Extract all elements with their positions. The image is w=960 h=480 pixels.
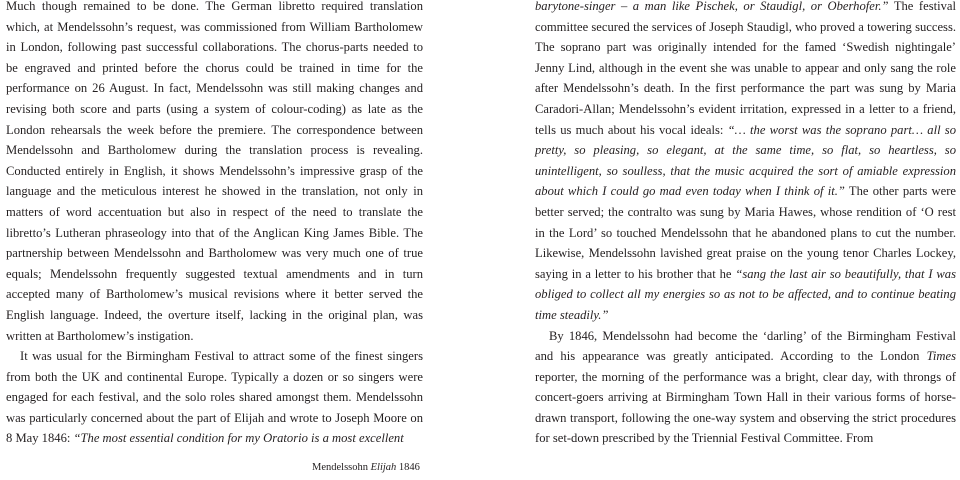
paragraph-text: It was usual for the Birmingham Festival to attract some of the finest singers from both the UK and continental Europe. Typically a dozen or so singers were engaged for each festival, and the solo roles shared amongst them. Mendelssohn was particularly concerned about the part of Elijah and wrote to Joseph Moore on 8 May 1846: [6, 349, 423, 446]
right-text-column [535, 0, 956, 449]
paragraph-text: By 1846, Mendelssohn had become the ‘darling’ of the Birmingham Festival and his appearance was greatly anticipated. According to the London [535, 328, 956, 364]
paragraph-text: Much though remained to be done. The German libretto required translation which, at Mendelssohn’s request, was commissioned from William Bartholomew in London, following past successful collaborations. The chorus-parts needed to be engraved and printed before the chorus could be trained in time for the performance on 26 August. In fact, Mendelssohn was still making changes and revising both score and parts (using a system of colour-coding) as late as the London rehearsals the week before the premiere. The correspondence between Mendelssohn and Bartholomew during the translation process is revealing. Conducted entirely in English, it shows Mendelssohn’s impressive grasp of the language and the meticulous interest he showed in the translation, not only in matters of word accentuation but also in respect of the need to translate the libretto’s Lutheran phraseology into that of the Anglican King James Bible. The partnership between Mendelssohn and Bartholomew was very much one of true equals; Mendelssohn frequently suggested textual amendments and in turn accepted many of Bartholomew’s musical revisions where it better served the English language. Indeed, the overture itself, lacking in the original plan, was written at Bartholomew’s instigation. [6, 0, 423, 343]
footer-title [312, 461, 420, 475]
quotation: “sang the last air so beautifully, that I was obliged to collect all my energies so as not to be affected, and to continue beating time steadily.” [535, 266, 956, 322]
newspaper-title: Times [926, 349, 956, 364]
paragraph [6, 346, 423, 449]
paragraph [535, 0, 956, 326]
quotation: barytone-singer – a man like Pischek, or Staudigl, or Oberhofer.” [535, 0, 889, 13]
paragraph-text: The festival committee secured the services of Joseph Staudigl, who proved a towering success. The soprano part was originally intended for the famed ‘Swedish nightingale’ Jenny Lind, although in the event she was unable to appear and only sang the role after Mendelssohn’s death. In the first performance the part was sung by Maria Caradori-Allan; Mendelssohn’s evident irritation, expressed in a letter to a friend, tells us much about his vocal ideals: [535, 0, 956, 137]
footer-author: Mendelssohn [312, 462, 368, 473]
paragraph [535, 326, 956, 450]
quotation: “The most essential condition for my Oratorio is a most excellent [73, 431, 404, 446]
footer-work: Elijah [370, 462, 397, 473]
paragraph [6, 0, 423, 346]
paragraph-text: The other parts were better served; the contralto was sung by Maria Hawes, whose rendition of ‘O rest in the Lord’ so touched Mendelssohn that he abandoned plans to cut the number. Likewise, Mendelssohn lavished great praise on the young tenor Charles Lockey, saying in a letter to his brother that he [535, 184, 956, 281]
quotation: “… the worst was the soprano part… all so pretty, so pleasing, so elegant, at the same time, so flat, so heartless, so unintelligent, so soulless, that the music acquired the sort of amiable expression about which I could go mad even today when I think of it.” [535, 122, 956, 199]
paragraph-text: reporter, the morning of the performance was a bright, clear day, with throngs of concert-goers arriving at Birmingham Town Hall in their various forms of horse-drawn transport, following the one-way system and observing the strict procedures for set-down prescribed by the Triennial Festival Committee. From [535, 369, 956, 446]
footer-year: 1846 [398, 462, 420, 473]
left-text-column [6, 0, 423, 449]
